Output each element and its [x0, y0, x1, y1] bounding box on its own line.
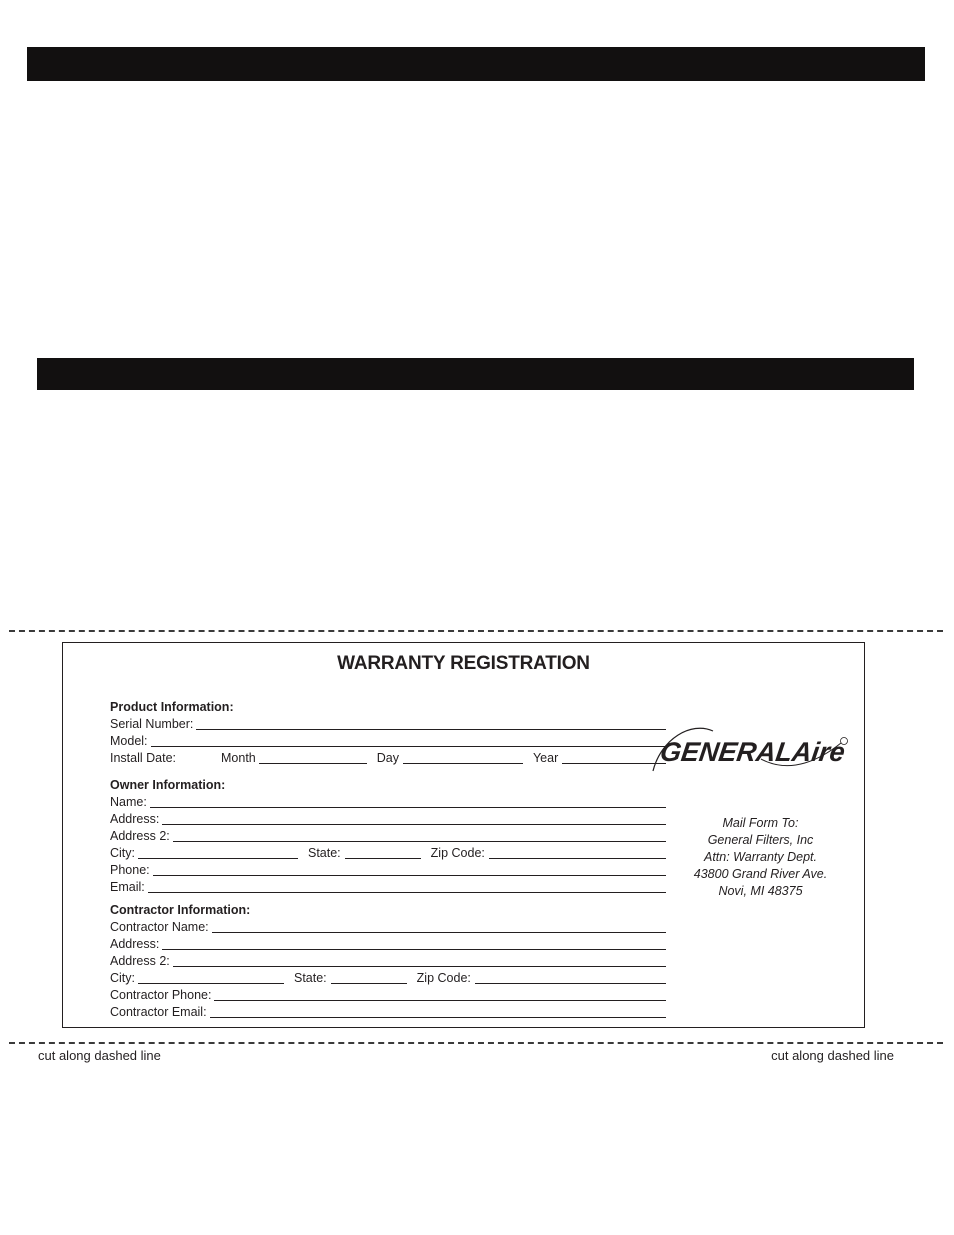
owner-name-label: Name:: [110, 795, 147, 809]
owner-email-field[interactable]: [148, 880, 666, 893]
card-title: WARRANTY REGISTRATION: [337, 653, 590, 674]
install-date-row: [110, 750, 670, 767]
mail-line-2: General Filters, Inc: [707, 833, 814, 847]
day-label: Day: [376, 751, 399, 765]
owner-address-label: Address:: [110, 812, 160, 826]
day-field[interactable]: [403, 751, 523, 764]
owner-address-field[interactable]: [162, 812, 666, 825]
contractor-address-row: [110, 936, 670, 953]
contractor-information-section: [110, 902, 670, 1021]
month-label: Month: [221, 751, 256, 765]
contractor-email-field[interactable]: [210, 1005, 666, 1018]
owner-email-row: [110, 879, 670, 896]
contractor-city-row: [110, 970, 670, 987]
product-heading: Product Information:: [110, 700, 234, 714]
owner-zip-field[interactable]: [489, 846, 666, 859]
owner-information-section: [110, 777, 670, 896]
contractor-name-label: Contractor Name:: [110, 920, 209, 934]
cut-instruction-right: cut along dashed line: [771, 1048, 894, 1063]
contractor-city-field[interactable]: [138, 971, 284, 984]
logo-text: GENERALAire: [658, 736, 848, 767]
owner-address2-label: Address 2:: [110, 829, 170, 843]
mail-line-4: 43800 Grand River Ave.: [693, 867, 828, 881]
contractor-address2-label: Address 2:: [110, 954, 170, 968]
cut-instruction-left: cut along dashed line: [38, 1048, 161, 1063]
owner-address2-field[interactable]: [173, 829, 666, 842]
mail-address-block: [668, 815, 853, 900]
serial-number-field[interactable]: [196, 717, 666, 730]
install-date-label: Install Date:: [110, 751, 177, 765]
owner-zip-label: Zip Code:: [430, 846, 485, 860]
month-field[interactable]: [259, 751, 367, 764]
section-header-bar-top: [27, 47, 925, 81]
model-row: [110, 733, 670, 750]
owner-city-label: City:: [110, 846, 135, 860]
contractor-phone-row: [110, 987, 670, 1004]
contractor-state-label: State:: [294, 971, 327, 985]
contractor-address-label: Address:: [110, 937, 160, 951]
contractor-phone-label: Contractor Phone:: [110, 988, 212, 1002]
owner-state-field[interactable]: [345, 846, 421, 859]
owner-address-row: [110, 811, 670, 828]
mail-line-1: Mail Form To:: [722, 816, 799, 830]
contractor-heading: Contractor Information:: [110, 903, 251, 917]
contractor-email-row: [110, 1004, 670, 1021]
product-information-section: [110, 699, 670, 767]
owner-city-row: [110, 845, 670, 862]
year-label: Year: [532, 751, 559, 765]
section-header-bar-middle: [37, 358, 914, 390]
owner-phone-row: [110, 862, 670, 879]
mail-line-3: Attn: Warranty Dept.: [703, 850, 817, 864]
owner-state-label: State:: [308, 846, 341, 860]
model-label: Model:: [110, 734, 148, 748]
owner-phone-label: Phone:: [110, 863, 150, 877]
contractor-address-field[interactable]: [162, 937, 666, 950]
owner-name-row: [110, 794, 670, 811]
contractor-address2-field[interactable]: [173, 954, 666, 967]
serial-number-label: Serial Number:: [110, 717, 194, 731]
owner-name-field[interactable]: [150, 795, 666, 808]
contractor-email-label: Contractor Email:: [110, 1005, 207, 1019]
contractor-phone-field[interactable]: [214, 988, 666, 1001]
contractor-city-label: City:: [110, 971, 135, 985]
model-field[interactable]: [151, 734, 666, 747]
cut-line-top: [9, 630, 943, 632]
owner-heading: Owner Information:: [110, 778, 226, 792]
contractor-state-field[interactable]: [331, 971, 407, 984]
owner-city-field[interactable]: [138, 846, 298, 859]
warranty-registration-card: [62, 642, 865, 1028]
owner-address2-row: [110, 828, 670, 845]
contractor-name-row: [110, 919, 670, 936]
owner-phone-field[interactable]: [153, 863, 666, 876]
contractor-zip-label: Zip Code:: [416, 971, 471, 985]
cut-line-bottom: [9, 1042, 943, 1044]
generalaire-logo: [651, 719, 851, 775]
mail-line-5: Novi, MI 48375: [718, 884, 803, 898]
contractor-name-field[interactable]: [212, 920, 666, 933]
contractor-zip-field[interactable]: [475, 971, 666, 984]
owner-email-label: Email:: [110, 880, 145, 894]
contractor-address2-row: [110, 953, 670, 970]
serial-number-row: [110, 716, 670, 733]
